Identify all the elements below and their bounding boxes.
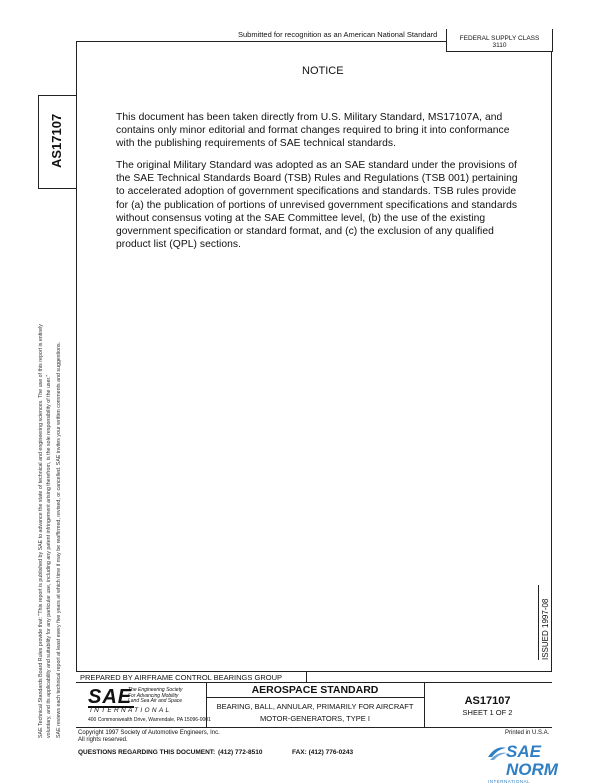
prepared-divider	[306, 671, 307, 682]
side-disclaimer-2: voluntary, and its applicability and suitability for any particular use, including any patent infringement arising therefrom, is the sole responsibility of the user."	[46, 374, 52, 738]
printed-in: Printed in U.S.A.	[505, 730, 550, 736]
supply-class-value: 3110	[492, 42, 507, 49]
notice-paragraph-2: The original Military Standard was adopted as an SAE standard under the provisions of the SAE Technical Standards Board (TSB) Rules and Regulations (TSB 001) pertaining to accelerated adoption of government specifications and standards. TSB rules provide for (a) the publication of portions of unrevised government specifications and standards without consensus voting at the SAE Committee level, (b) the use of the existing government specification or standard format, and (c) the exclusion of any qualified product list (QPL) sections.	[116, 160, 518, 251]
doc-title-2: MOTOR-GENERATORS, TYPE I	[260, 714, 370, 723]
supply-class-box	[446, 29, 553, 52]
block-doc-number: AS17107	[464, 695, 511, 707]
prepared-by: PREPARED BY AIRFRAME CONTROL BEARINGS GROUP	[80, 673, 282, 682]
copyright-1: Copyright 1997 Society of Automotive Engineers, Inc.	[78, 730, 220, 736]
titleblock-rule-2	[76, 682, 552, 683]
titleblock-top-rule	[76, 671, 552, 672]
sae-tagline-3: Land Sea Air and Space	[128, 698, 183, 705]
sae-tagline-1: The Engineering Society	[128, 687, 183, 693]
doc-title-1: BEARING, BALL, ANNULAR, PRIMARILY FOR AIRCRAFT	[216, 702, 414, 711]
sae-tagline-2: For Advancing Mobility	[128, 692, 179, 699]
phone-number: (412) 772-8510	[218, 749, 263, 756]
side-disclaimer-3: SAE reviews each technical report at least every five years at which time it may be reaffirmed, revised, or cancelled. SAE invites your written comments and suggestions.	[56, 341, 62, 738]
submitted-note: Submitted for recognition as an American National Standard	[238, 30, 438, 39]
copyright-2: All rights reserved.	[78, 737, 128, 743]
standard-divider	[206, 697, 424, 698]
issued-date: ISSUED 1997-08	[541, 598, 550, 660]
sheet-number: SHEET 1 OF 2	[462, 708, 513, 717]
sae-international: INTERNATIONAL	[90, 707, 172, 714]
questions-label: QUESTIONS REGARDING THIS DOCUMENT:	[78, 749, 216, 756]
sae-address: 400 Commonwealth Drive, Warrendale, PA 15096-0001	[88, 717, 211, 723]
notice-title: NOTICE	[302, 65, 344, 77]
watermark-text: SAE NORM	[506, 742, 558, 779]
watermark-sub: INTERNATIONAL	[488, 779, 531, 784]
sae-logo-text: SAE	[88, 686, 133, 708]
titleblock-bottom-rule	[76, 727, 552, 728]
issued-box-left	[538, 585, 539, 660]
sae-tagline	[128, 688, 182, 705]
side-disclaimer-1: SAE Technical Standards Board Rules provide that: "This report is published by SAE to advance the state of technical and engineering sciences. The use of this report is entirely	[38, 324, 44, 738]
frame-right	[551, 51, 552, 671]
header-rule	[76, 41, 446, 42]
supply-class-label: FEDERAL SUPPLY CLASS	[459, 35, 540, 42]
watermark	[484, 742, 596, 784]
watermark-swoosh-icon	[486, 745, 508, 761]
notice-paragraph-1: This document has been taken directly from U.S. Military Standard, MS17107A, and contains only minor editorial and format changes required to bring it into conformance with the publishing requirements of SAE technical standards.	[116, 112, 510, 150]
side-doc-number: AS17107	[49, 113, 64, 168]
fax-number: FAX: (412) 776-0243	[292, 749, 354, 756]
standard-type: AEROSPACE STANDARD	[251, 684, 379, 696]
